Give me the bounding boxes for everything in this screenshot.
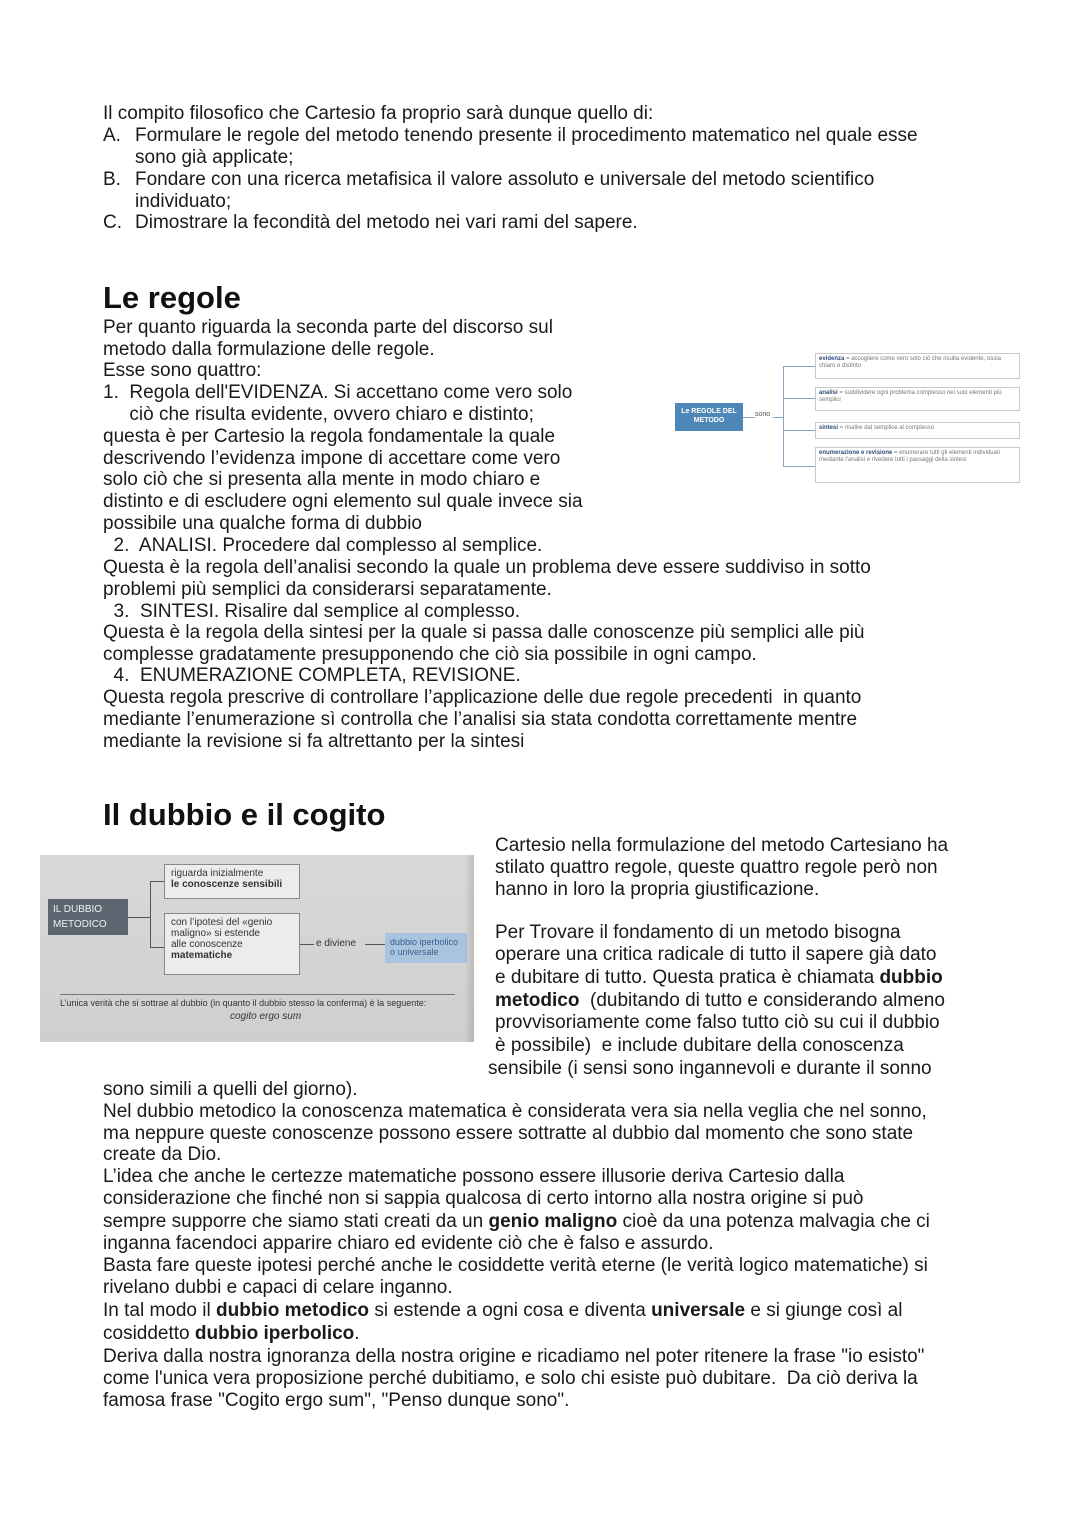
- regole-line: metodo dalla formulazione delle regole.: [103, 339, 435, 360]
- list-letter-a: A.: [103, 125, 121, 146]
- dubbio-right-line: sensibile (i sensi sono ingannevoli e durante il sonno: [488, 1058, 932, 1079]
- dubbio-line: Deriva dalla nostra ignoranza della nostra origine e ricadiamo nel poter ritenere la frase "io esisto": [103, 1346, 925, 1367]
- dubbio-right-line: provvisoriamente come falso tutto ciò su cui il dubbio: [495, 1012, 940, 1033]
- dubbio-right-line: Per Trovare il fondamento di un metodo bisogna: [495, 922, 901, 943]
- regole-line: mediante l’enumerazione sì controlla che l’analisi sia stata condotta correttamente mentre: [103, 709, 858, 730]
- dubbio-result-box: dubbio iperbolico o universale: [385, 933, 467, 963]
- divider: [60, 994, 455, 995]
- photo-shadow: [464, 855, 474, 1042]
- dubbio-line: inganna facendoci apparire chiaro ed evidente ciò che è falso e assurdo.: [103, 1233, 714, 1254]
- connector-line: [128, 917, 150, 918]
- dubbio-line: sempre supporre che siamo stati creati da un genio maligno cioè da una potenza malvagia che ci: [103, 1211, 930, 1232]
- dubbio-right-line: hanno in loro la propria giustificazione.: [495, 879, 820, 900]
- dubbio-line: Nel dubbio metodico la conoscenza matematica è considerata vera sia nella veglia che nel sonno,: [103, 1101, 927, 1122]
- dubbio-line: L’idea che anche le certezze matematiche possono essere illusorie deriva Cartesio dalla: [103, 1166, 845, 1187]
- regole-line: Questa è la regola della sintesi per la quale si passa dalle conoscenze più semplici alle più: [103, 622, 865, 643]
- regole-line: problemi più semplici da considerarsi separatamente.: [103, 579, 552, 600]
- list-item-a-line1: Formulare le regole del metodo tenendo presente il procedimento matematico nel quale esse: [135, 125, 918, 146]
- connector-line: [365, 944, 385, 945]
- connector-line: [783, 430, 815, 431]
- dubbio-diagram-photo: [40, 855, 474, 1042]
- dubbio-right-line: Cartesio nella formulazione del metodo Cartesiano ha: [495, 835, 949, 856]
- regole-line: distinto e di escludere ogni elemento sul quale invece sia: [103, 491, 583, 512]
- rule-box-enumerazione: enumerazione e revisione = enumerare tutti gli elementi individuati mediante l’analisi e rivedere tutti i passaggi della sintesi: [815, 447, 1020, 483]
- dubbio-right-line: stilato quattro regole, queste quattro regole però non: [495, 857, 938, 878]
- regole-line: 1. Regola dell'EVIDENZA. Si accettano come vero solo: [103, 382, 573, 403]
- dubbio-line: famosa frase "Cogito ergo sum", "Penso dunque sono".: [103, 1390, 570, 1411]
- diagram-root-node: IL DUBBIO METODICO: [48, 899, 128, 935]
- rule-box-evidenza: evidenza = accogliere come vero solo ciò che risulta evidente, ossia chiaro e distinto: [815, 353, 1020, 379]
- regole-line: Esse sono quattro:: [103, 360, 262, 381]
- list-item-c-line1: Dimostrare la fecondità del metodo nei vari rami del sapere.: [135, 212, 638, 233]
- rule-box-sintesi: sintesi = risalire dal semplice al complesso: [815, 422, 1020, 439]
- regole-line: 3. SINTESI. Risalire dal semplice al complesso.: [103, 601, 521, 622]
- dubbio-box-matematiche: con l’ipotesi del «genio maligno» si estende alle conoscenze matematiche: [164, 913, 300, 975]
- regole-line: mediante la revisione si fa altrettanto per la sintesi: [103, 731, 525, 752]
- intro-line: Il compito filosofico che Cartesio fa proprio sarà dunque quello di:: [103, 103, 654, 124]
- dubbio-box-sensibili: riguarda inizialmente le conoscenze sensibili: [164, 864, 300, 899]
- regole-line: Questa è la regola dell’analisi secondo la quale un problema deve essere suddiviso in sotto: [103, 557, 871, 578]
- list-letter-c: C.: [103, 212, 122, 233]
- connector-line: [773, 417, 783, 418]
- rule-box-analisi: analisi = suddividere ogni problema complesso nei suoi elementi più semplici: [815, 387, 1020, 411]
- dubbio-line: come l'unica vera proposizione perché dubitiamo, e solo chi esiste può dubitare. Da ciò deriva la: [103, 1368, 918, 1389]
- regole-line: 4. ENUMERAZIONE COMPLETA, REVISIONE.: [103, 665, 521, 686]
- connector-line: [783, 366, 815, 367]
- dubbio-line: considerazione che finché non si sappia qualcosa di certo intorno alla nostra origine si può: [103, 1188, 864, 1209]
- dubbio-line: sono simili a quelli del giorno).: [103, 1079, 358, 1100]
- diagram-root-node: Le REGOLE DEL METODO: [675, 403, 743, 431]
- connector-line: [783, 366, 784, 467]
- section-heading-regole: Le regole: [103, 280, 241, 315]
- list-item-a-line2: sono già applicate;: [135, 147, 294, 168]
- regole-line: descrivendo l’evidenza impone di accettare come vero: [103, 448, 561, 469]
- dubbio-line: In tal modo il dubbio metodico si estende a ogni cosa e diventa universale e si giunge così al: [103, 1300, 903, 1321]
- regole-line: 2. ANALISI. Procedere dal complesso al semplice.: [103, 535, 543, 556]
- connector-line: [783, 398, 815, 399]
- diagram-cogito-text: cogito ergo sum: [230, 1011, 302, 1022]
- regole-line: ciò che risulta evidente, ovvero chiaro e distinto;: [103, 404, 534, 425]
- connector-line: [743, 417, 755, 418]
- regole-line: questa è per Cartesio la regola fondamentale la quale: [103, 426, 556, 447]
- list-letter-b: B.: [103, 169, 121, 190]
- connector-line: [150, 881, 151, 947]
- dubbio-line: cosiddetto dubbio iperbolico.: [103, 1323, 360, 1344]
- connector-line: [783, 466, 815, 467]
- dubbio-line: Basta fare queste ipotesi perché anche le cosiddette verità eterne (le verità logico matematiche) si: [103, 1255, 928, 1276]
- dubbio-right-line: e dubitare di tutto. Questa pratica è chiamata dubbio: [495, 967, 943, 988]
- section-heading-dubbio: Il dubbio e il cogito: [103, 797, 386, 832]
- regole-line: possibile una qualche forma di dubbio: [103, 513, 422, 534]
- diagram-link-label: sono: [755, 411, 771, 418]
- connector-line: [150, 881, 164, 882]
- connector-line: [300, 944, 314, 945]
- diagram-footer-text: L’unica verità che si sottrae al dubbio (in quanto il dubbio stesso la conferma) è la seguente:: [60, 998, 427, 1008]
- dubbio-line: rivelano dubbi e capaci di celare inganno.: [103, 1277, 453, 1298]
- connector-line: [150, 947, 164, 948]
- regole-line: Per quanto riguarda la seconda parte del discorso sul: [103, 317, 553, 338]
- diagram-link-label: e diviene: [316, 938, 357, 949]
- dubbio-right-line: operare una critica radicale di tutto il sapere già dato: [495, 944, 937, 965]
- regole-diagram: [675, 348, 1030, 486]
- dubbio-line: create da Dio.: [103, 1144, 222, 1165]
- regole-line: Questa regola prescrive di controllare l’applicazione delle due regole precedenti in quanto: [103, 687, 862, 708]
- list-item-b-line2: individuato;: [135, 191, 232, 212]
- dubbio-right-line: metodico (dubitando di tutto e considerando almeno: [495, 990, 945, 1011]
- list-item-b-line1: Fondare con una ricerca metafisica il valore assoluto e universale del metodo scientifico: [135, 169, 875, 190]
- dubbio-right-line: è possibile) e include dubitare della conoscenza: [495, 1035, 904, 1056]
- dubbio-line: ma neppure queste conoscenze possono essere sottratte al dubbio dal momento che sono state: [103, 1123, 914, 1144]
- regole-line: complesse gradatamente presupponendo che ciò sia possibile in ogni campo.: [103, 644, 757, 665]
- regole-line: solo ciò che si presenta alla mente in modo chiaro e: [103, 469, 541, 490]
